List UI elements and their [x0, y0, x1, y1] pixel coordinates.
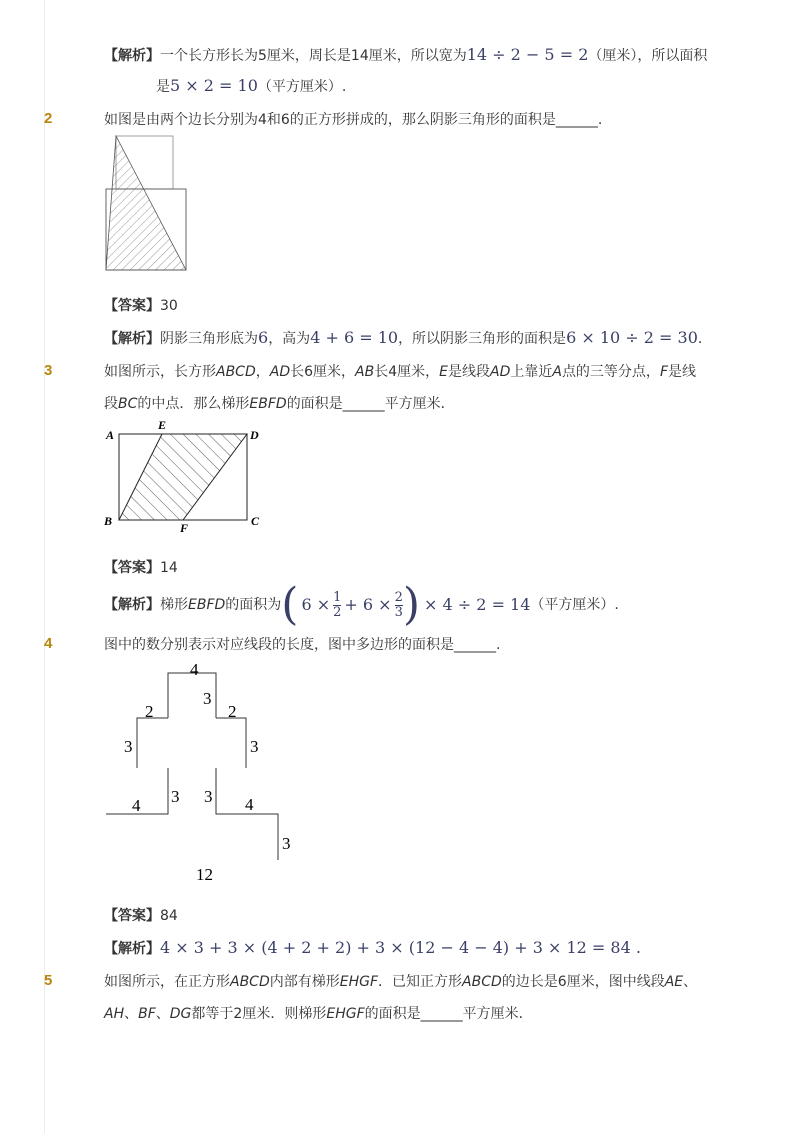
analysis-label: 【解析】	[104, 331, 160, 347]
p3-answer	[104, 558, 178, 578]
text: A	[552, 364, 562, 380]
label-bottom-left: 4	[132, 796, 141, 815]
p2-analysis-text: .	[697, 331, 703, 347]
problem-number: 5	[44, 972, 53, 989]
fraction-one-half	[333, 591, 341, 620]
text: E	[439, 364, 448, 380]
text: AB	[355, 364, 375, 380]
text: 梯形	[160, 597, 188, 613]
p2-analysis-text: ，高为	[268, 331, 311, 347]
label-b: B	[104, 514, 113, 528]
p1-analysis-text: （厘米），所以面积	[588, 48, 708, 64]
text: 的面积是______平方厘米．	[286, 396, 455, 412]
answer-value: 30	[160, 298, 178, 314]
label-left-side: 3	[124, 737, 133, 756]
math: × 4 ÷ 2 = 14	[424, 595, 531, 614]
p4-figure	[100, 655, 300, 890]
label-right-side: 3	[250, 737, 259, 756]
answer-label: 【答案】	[104, 298, 160, 314]
text: DG	[169, 1006, 192, 1022]
p2-question: 如图是由两个边长分别为4和6的正方形拼成的，那么阴影三角形的面积是______.	[104, 112, 603, 128]
p1-analysis-math: 14 ÷ 2 − 5 = 2	[466, 45, 589, 64]
p2-analysis-text: 阴影三角形底为	[160, 331, 258, 347]
label-f: F	[180, 521, 189, 533]
text: 的边长是6厘米，图中线段	[501, 974, 665, 990]
text: 是线	[668, 364, 696, 380]
analysis-label: 【解析】	[104, 941, 160, 957]
answer-value: 14	[160, 560, 178, 576]
answer-label: 【答案】	[104, 560, 160, 576]
text: AD	[490, 364, 511, 380]
label-e: E	[158, 418, 167, 432]
text: ，	[255, 364, 270, 380]
p2-figure	[100, 130, 192, 275]
p2-answer	[104, 296, 178, 316]
label-left-step: 2	[145, 702, 154, 721]
text: 是线段	[448, 364, 490, 380]
text: 如图所示，在正方形	[104, 974, 230, 990]
text: F	[659, 364, 668, 380]
text: ABCD	[230, 974, 270, 990]
p3-question-line2	[104, 394, 455, 414]
text: 的面积是______平方厘米．	[364, 1006, 533, 1022]
p3-figure	[100, 415, 270, 533]
answer-value: 84	[160, 908, 178, 924]
label-bottom-right: 4	[245, 795, 254, 814]
shaded-triangle	[106, 136, 186, 270]
p4-analysis-math: 4 × 3 + 3 × (4 + 2 + 2) + 3 × (12 − 4 − 4) + 3 × 12 = 84 .	[160, 938, 641, 957]
text: 的面积为	[225, 597, 282, 613]
label-d: D	[250, 428, 259, 442]
analysis-label: 【解析】	[104, 597, 160, 613]
text: EHGF	[326, 1006, 365, 1022]
left-step-outline	[137, 718, 168, 768]
p1-analysis-math: 5 × 2 = 10	[170, 76, 258, 95]
text: 、	[124, 1006, 139, 1022]
analysis-label: 【解析】	[104, 48, 160, 64]
p1-analysis-text: （平方厘米）.	[257, 79, 347, 95]
p2-analysis-math: 4 + 6 = 10	[310, 328, 399, 347]
text: ．已知正方形	[378, 974, 463, 990]
text: ABCD	[462, 974, 502, 990]
label-base: 12	[196, 865, 213, 884]
p1-analysis-line2	[156, 76, 346, 97]
text: 点的三等分点，	[561, 364, 660, 380]
label-far-right: 3	[282, 834, 291, 853]
problem-number: 3	[44, 362, 53, 379]
label-inner-right: 3	[204, 787, 213, 806]
p1-analysis-text: 是	[156, 79, 170, 95]
bottom-right-outline	[216, 768, 278, 860]
math: + 6 ×	[344, 595, 392, 614]
p2-analysis-text: ，所以阴影三角形的面积是	[398, 331, 567, 347]
text: ABCD	[216, 364, 256, 380]
left-paren: (	[281, 579, 299, 630]
text: EBFD	[249, 396, 287, 412]
label-step-right: 3	[203, 689, 212, 708]
p5-question-line1	[104, 972, 697, 992]
denominator: 3	[394, 604, 403, 620]
answer-label: 【答案】	[104, 908, 160, 924]
text: AD	[269, 364, 291, 380]
trapezoid-ebfd	[119, 434, 247, 520]
page-margin-rule	[44, 0, 45, 1133]
right-paren: )	[402, 579, 421, 630]
p2-analysis	[104, 328, 702, 349]
text: 段	[104, 396, 118, 412]
text: 长4厘米，	[374, 364, 440, 380]
text: 的中点．那么梯形	[137, 396, 250, 412]
text: BF	[138, 1006, 156, 1022]
text: EHGF	[339, 974, 379, 990]
text: 都等于2厘米．则梯形	[191, 1006, 327, 1022]
numerator: 2	[394, 589, 403, 605]
text: 长6厘米，	[290, 364, 356, 380]
numerator: 1	[333, 589, 342, 605]
p1-analysis-text: 一个长方形长为5厘米，周长是14厘米，所以宽为	[160, 48, 467, 64]
p3-question-line1	[104, 362, 696, 382]
label-c: C	[251, 514, 260, 528]
label-top: 4	[190, 660, 199, 679]
math: 6 ×	[301, 595, 331, 614]
text: 如图所示，长方形	[104, 364, 216, 380]
text: AH	[104, 1006, 125, 1022]
fraction-two-thirds	[395, 591, 403, 620]
p5-question-line2	[104, 1004, 533, 1024]
label-a: A	[106, 428, 115, 442]
p2-analysis-math: 6 × 10 ÷ 2 = 30	[566, 328, 698, 347]
text: BC	[118, 396, 138, 412]
text: EBFD	[188, 597, 226, 613]
text: AE	[664, 974, 684, 990]
p3-analysis	[104, 580, 619, 630]
p2-analysis-math: 6	[258, 328, 269, 347]
text: 、	[683, 974, 698, 990]
text: 上靠近	[510, 364, 553, 380]
denominator: 2	[333, 604, 342, 620]
text: 、	[155, 1006, 170, 1022]
label-right-step: 2	[228, 702, 237, 721]
label-inner-left: 3	[171, 787, 180, 806]
p1-analysis-line1	[104, 45, 707, 66]
p4-analysis	[104, 938, 641, 959]
p4-question: 图中的数分别表示对应线段的长度，图中多边形的面积是______.	[104, 637, 501, 653]
problem-number: 2	[44, 110, 53, 127]
p4-answer	[104, 906, 178, 926]
text: （平方厘米）.	[530, 597, 619, 613]
problem-number: 4	[44, 635, 53, 652]
right-step-outline	[216, 718, 246, 768]
text: 内部有梯形	[269, 974, 340, 990]
